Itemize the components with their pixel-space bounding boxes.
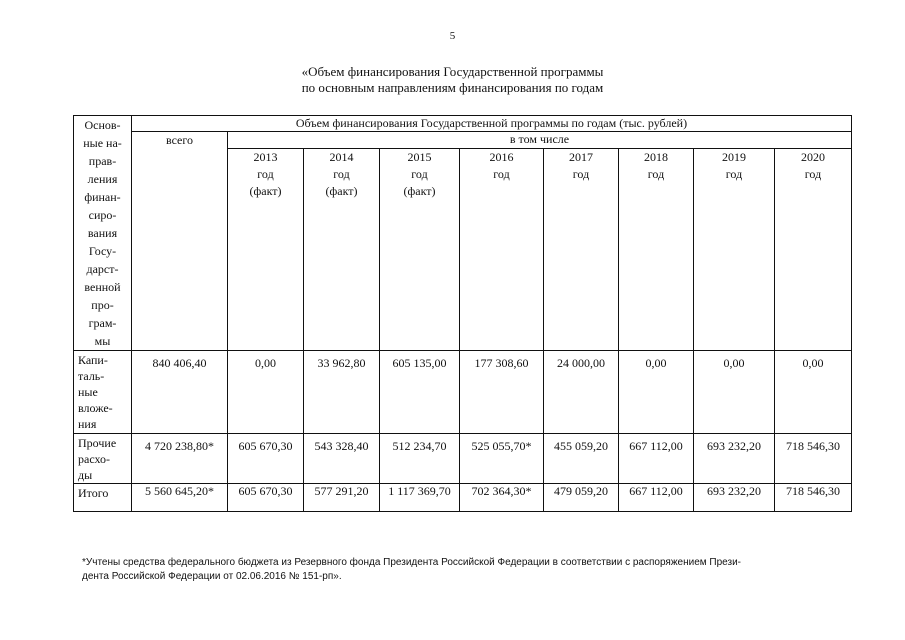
basis-header-line: вания <box>87 226 118 240</box>
cell-value: 605 670,30 <box>228 434 304 484</box>
year-number: 2020 <box>801 150 825 164</box>
year-header-2020 <box>775 149 852 351</box>
basis-header-line: сиро- <box>88 208 117 222</box>
year-word: год <box>647 167 665 181</box>
row-label-line: ные <box>78 385 98 399</box>
cell-value: 605 670,30 <box>228 484 304 512</box>
row-label-capital <box>74 351 132 434</box>
header-row-2 <box>74 132 852 149</box>
cell-value: 479 059,20 <box>544 484 619 512</box>
year-note: (факт) <box>403 184 436 198</box>
year-note: (факт) <box>249 184 282 198</box>
basis-header-line: Основ- <box>84 118 121 132</box>
financing-table <box>73 115 852 512</box>
cell-value: 577 291,20 <box>304 484 380 512</box>
cell-value: 177 308,60 <box>460 351 544 434</box>
year-number: 2016 <box>489 150 514 164</box>
cell-value: 525 055,70* <box>460 434 544 484</box>
cell-total: 5 560 645,20* <box>132 484 228 512</box>
cell-value: 667 112,00 <box>619 434 694 484</box>
basis-header-line: Госу- <box>88 244 117 258</box>
table-row-other <box>74 434 852 484</box>
year-word: год <box>725 167 743 181</box>
cell-value: 24 000,00 <box>544 351 619 434</box>
footnote-line-2: дента Российской Федерации от 02.06.2016 № 151-рп». <box>82 571 342 582</box>
cell-value: 455 059,20 <box>544 434 619 484</box>
cell-total: 840 406,40 <box>132 351 228 434</box>
row-label-line: ния <box>78 417 97 431</box>
cell-value: 512 234,70 <box>380 434 460 484</box>
page-number: 5 <box>449 30 456 42</box>
cell-value: 693 232,20 <box>694 434 775 484</box>
row-label-line: вложе- <box>78 401 113 415</box>
row-label-line: ды <box>78 468 93 482</box>
cell-value: 0,00 <box>775 351 852 434</box>
cell-value: 667 112,00 <box>619 484 694 512</box>
year-word: год <box>411 167 428 181</box>
basis-header-line: прав- <box>88 154 117 168</box>
row-label-line: таль- <box>78 369 105 383</box>
cell-total: 4 720 238,80* <box>132 434 228 484</box>
page-title <box>0 64 905 96</box>
year-number: 2015 <box>407 150 432 164</box>
basis-header-line: ления <box>87 172 118 186</box>
basis-header-line: финан- <box>84 190 121 204</box>
basis-header-line: про- <box>91 298 114 312</box>
title-line-1: «Объем финансирования Государственной программы <box>301 64 604 79</box>
basis-header-cell <box>74 116 132 351</box>
cell-value: 0,00 <box>619 351 694 434</box>
year-number: 2019 <box>722 150 746 164</box>
title-line-2: по основным направлениям финансирования по годам <box>301 80 604 95</box>
year-header-2016 <box>460 149 544 351</box>
year-header-2013 <box>228 149 304 351</box>
footnote-line-1: *Учтены средства федерального бюджета из Резервного фонда Президента Российской Федерации в соответствии с распоряжением Прези- <box>82 557 741 568</box>
year-number: 2014 <box>329 150 354 164</box>
year-header-2014 <box>304 149 380 351</box>
cell-value: 1 117 369,70 <box>380 484 460 512</box>
year-header-2019 <box>694 149 775 351</box>
basis-header-line: грам- <box>88 316 117 330</box>
basis-header-line: дарст- <box>86 262 119 276</box>
year-word: год <box>804 167 822 181</box>
year-word: год <box>493 167 510 181</box>
cell-value: 693 232,20 <box>694 484 775 512</box>
main-header-cell: Объем финансирования Государственной программы по годам (тыс. рублей) <box>132 116 852 132</box>
total-header-cell: всего <box>132 132 228 351</box>
year-header-2017 <box>544 149 619 351</box>
cell-value: 0,00 <box>228 351 304 434</box>
basis-header-line: мы <box>94 334 111 348</box>
year-number: 2013 <box>253 150 278 164</box>
cell-value: 702 364,30* <box>460 484 544 512</box>
year-word: год <box>333 167 350 181</box>
table-row-capital <box>74 351 852 434</box>
cell-value: 543 328,40 <box>304 434 380 484</box>
year-header-2015 <box>380 149 460 351</box>
row-label-line: расхо- <box>78 452 111 466</box>
cell-value: 718 546,30 <box>775 484 852 512</box>
year-number: 2017 <box>569 150 593 164</box>
row-label-line: Капи- <box>78 353 108 367</box>
year-note: (факт) <box>325 184 358 198</box>
table-row-total <box>74 484 852 512</box>
row-label-other <box>74 434 132 484</box>
row-label-total: Итого <box>74 484 132 512</box>
header-row-1 <box>74 116 852 132</box>
year-word: год <box>572 167 590 181</box>
year-header-2018 <box>619 149 694 351</box>
cell-value: 33 962,80 <box>304 351 380 434</box>
year-number: 2018 <box>644 150 668 164</box>
cell-value: 0,00 <box>694 351 775 434</box>
cell-value: 605 135,00 <box>380 351 460 434</box>
including-header-cell: в том числе <box>228 132 852 149</box>
basis-header-line: ные на- <box>83 136 122 150</box>
cell-value: 718 546,30 <box>775 434 852 484</box>
year-word: год <box>257 167 274 181</box>
basis-header-line: венной <box>84 280 121 294</box>
footnote <box>82 556 852 584</box>
row-label-line: Прочие <box>78 436 117 450</box>
